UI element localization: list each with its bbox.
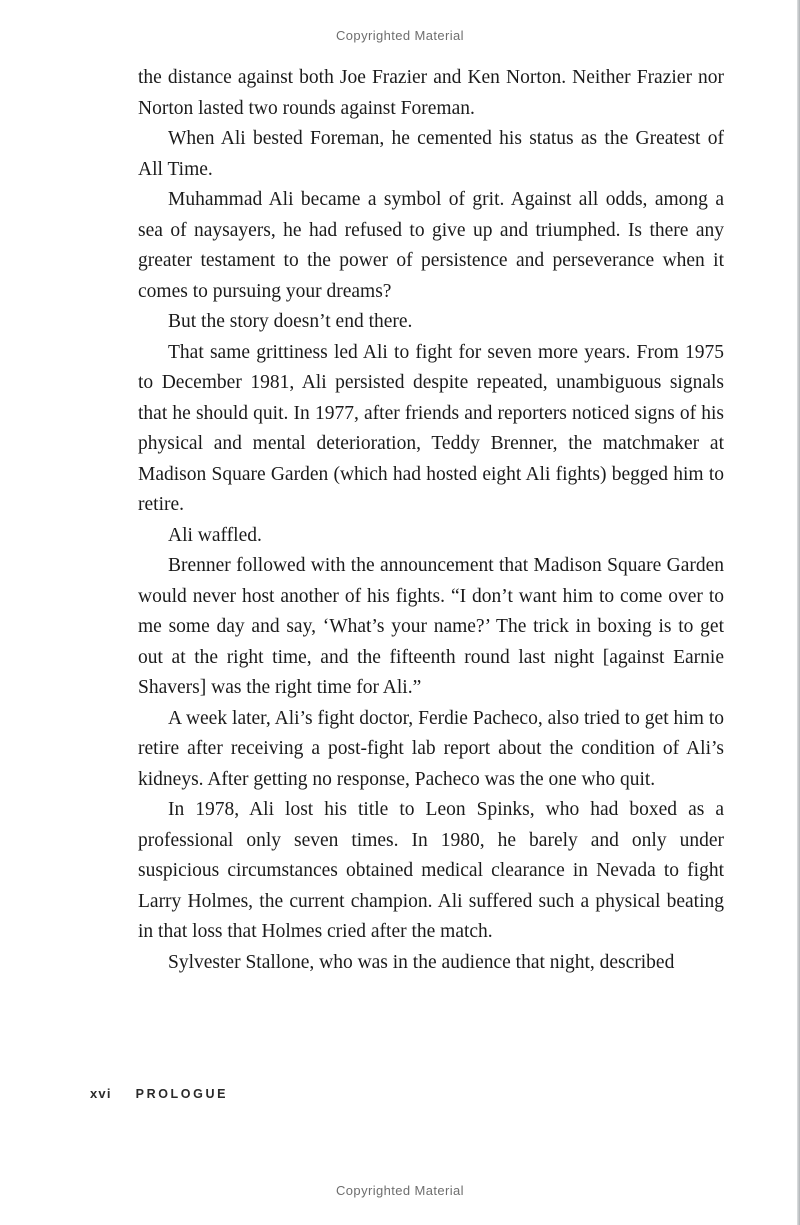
body-text: [138, 63, 724, 978]
running-footer: [90, 1086, 228, 1101]
paragraph: Sylvester Stallone, who was in the audience that night, described: [168, 951, 675, 973]
copyright-notice-bottom: Copyrighted Material: [336, 1183, 464, 1198]
paragraph: the distance against both Joe Frazier and Ken Norton. Neither Frazier nor Norton lasted two rounds against Foreman.: [138, 67, 724, 119]
paragraph: Brenner followed with the announcement that Madison Square Garden would never host another of his fights. “I don’t want him to come over to me some day and say, ‘What’s your name?’ The trick in boxing is to get out at the right time, and the fifteenth round last night [against Earnie Shavers] was the right time for Ali.”: [138, 555, 724, 698]
section-title: PROLOGUE: [135, 1087, 229, 1101]
paragraph: But the story doesn’t end there.: [168, 311, 413, 332]
paragraph: When Ali bested Foreman, he cemented his status as the Greatest of All Time.: [138, 128, 724, 180]
copyright-notice-top: Copyrighted Material: [336, 28, 464, 43]
paragraph: That same grittiness led Ali to fight for seven more years. From 1975 to December 1981, Ali persisted despite repeated, unambiguous signals that he should quit. In 1977, after friends and reporters noticed signs of his physical and mental deterioration, Teddy Brenner, the matchmaker at Madison Square Garden (which had hosted eight Ali fights) begged him to retire.: [138, 341, 724, 515]
paragraph: Ali waffled.: [168, 524, 262, 546]
page-number: xvi: [90, 1086, 112, 1101]
paragraph: In 1978, Ali lost his title to Leon Spinks, who had boxed as a professional only seven times. In 1980, he barely and only under suspicious circumstances obtained medical clearance in Nevada to fight Larry Holmes, the current champion. Ali suffered such a physical beating in that loss that Holmes cried after the match.: [138, 799, 724, 942]
paragraph: Muhammad Ali became a symbol of grit. Against all odds, among a sea of naysayers, he had refused to give up and triumphed. Is there any greater testament to the power of persistence and perseverance when it comes to pursuing your dreams?: [138, 189, 724, 302]
paragraph: A week later, Ali’s fight doctor, Ferdie Pacheco, also tried to get him to retire after receiving a post-fight lab report about the condition of Ali’s kidneys. After getting no response, Pacheco was the one who quit.: [138, 707, 724, 790]
